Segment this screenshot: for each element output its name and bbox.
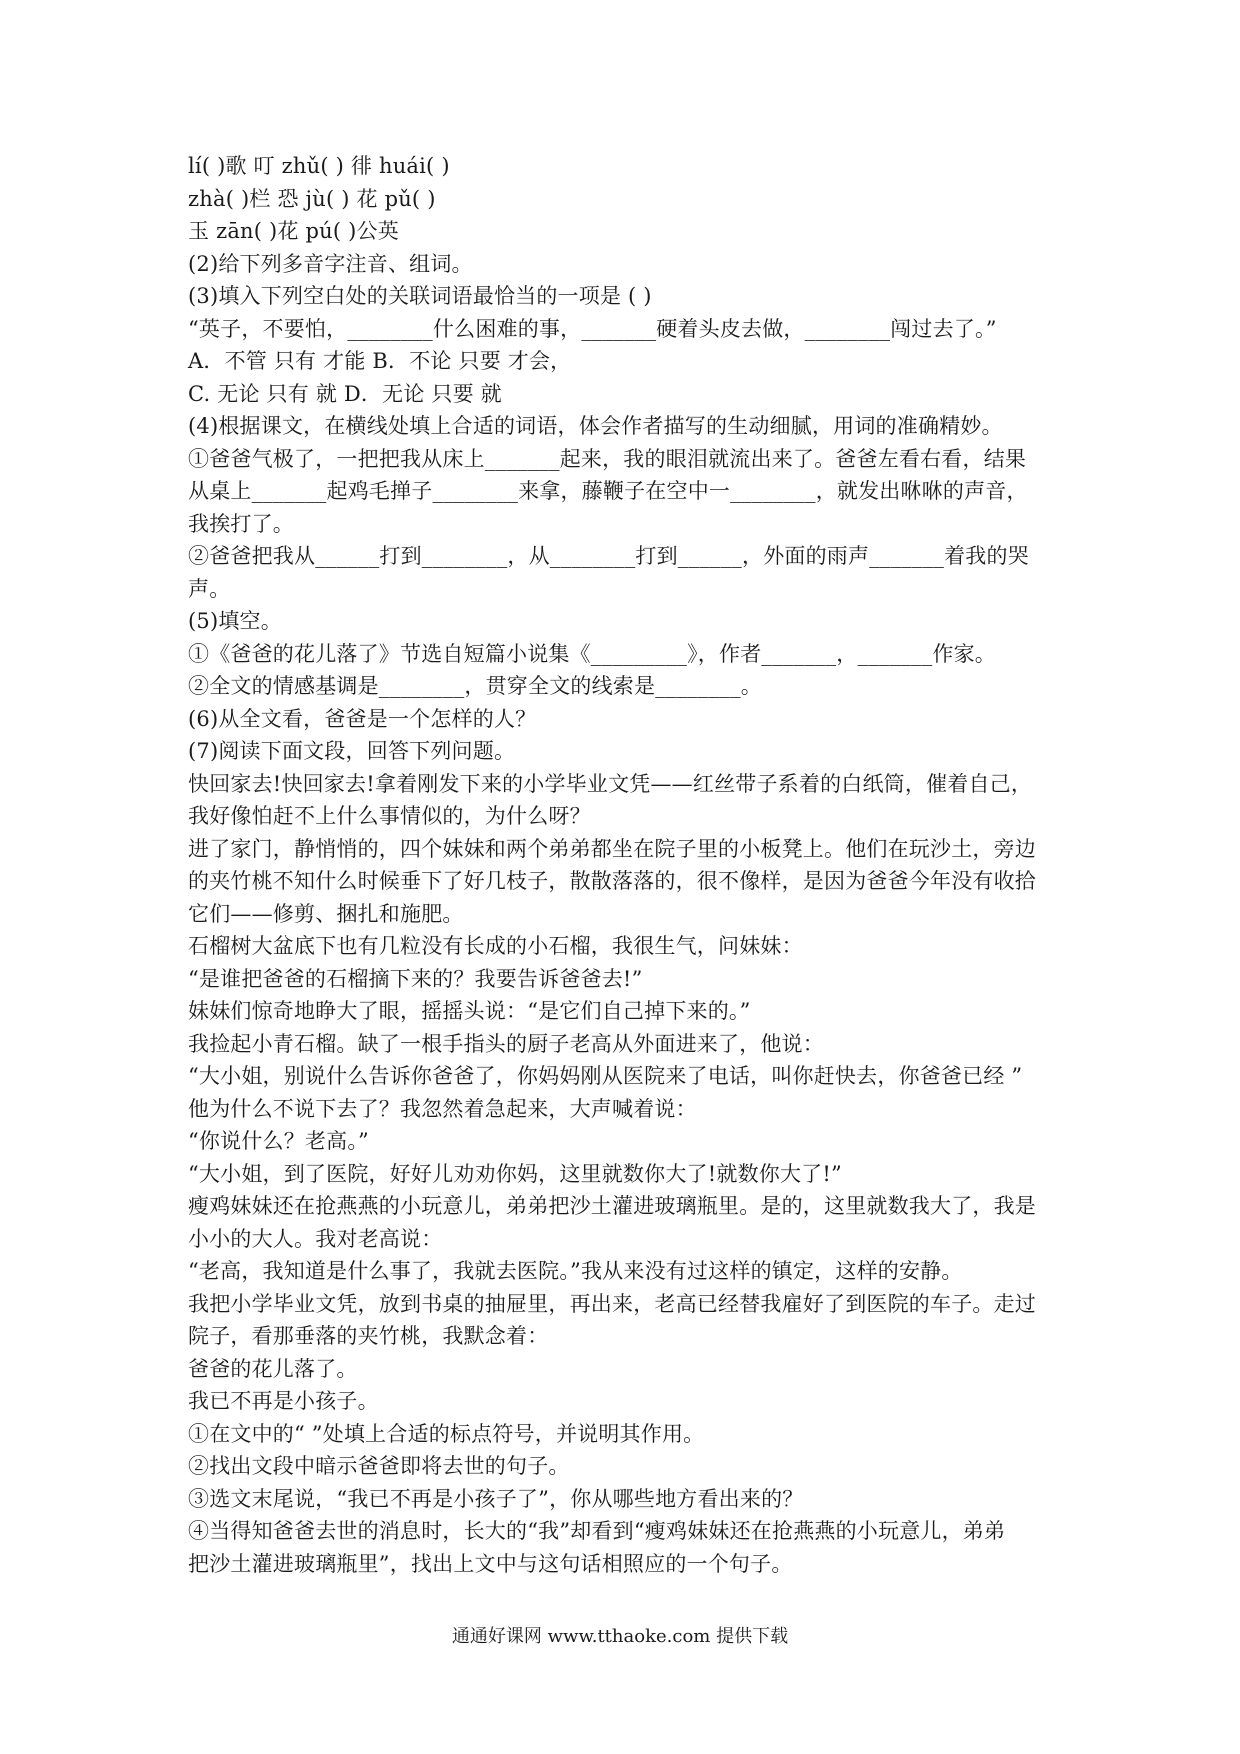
text-line: 妹妹们惊奇地睁大了眼，摇摇头说：“是它们自己掉下来的。” bbox=[188, 999, 751, 1023]
text-line: (4)根据课文，在横线处填上合适的词语，体会作者描写的生动细腻，用词的准确精妙。 bbox=[188, 414, 1003, 438]
text-line: 声。 bbox=[188, 576, 231, 601]
text-line: 它们——修剪、捆扎和施肥。 bbox=[188, 901, 464, 926]
text-line: 院子，看那垂落的夹竹桃，我默念着： bbox=[188, 1324, 549, 1348]
text-line: 我已不再是小孩子。 bbox=[188, 1389, 379, 1413]
text-line: ②全文的情感基调是________，贯穿全文的线索是________。 bbox=[188, 674, 762, 698]
text-line: ①在文中的“ ”处填上合适的标点符号，并说明其作用。 bbox=[188, 1421, 705, 1446]
text-line: 我好像怕赶不上什么事情似的，为什么呀？ bbox=[188, 804, 591, 828]
document-body bbox=[188, 150, 1068, 1580]
text-line: 把沙土灌进玻璃瓶里”，找出上文中与这句话相照应的一个句子。 bbox=[188, 1551, 793, 1576]
text-line: ②爸爸把我从______打到________，从________打到______，外面的雨声_______着我的哭 bbox=[188, 544, 1029, 568]
text-line: “英子，不要怕，________什么困难的事，_______硬着头皮去做，________闯过去了。” bbox=[188, 316, 997, 341]
text-line: 的夹竹桃不知什么时候垂下了好几枝子，散散落落的，很不像样，是因为爸爸今年没有收拾 bbox=[188, 869, 1036, 893]
text-line: 我捡起小青石榴。缺了一根手指头的厨子老高从外面进来了，他说： bbox=[188, 1031, 824, 1056]
text-line: A．不管 只有 才能 B．不论 只要 才会， bbox=[188, 349, 572, 373]
text-line: “大小姐，别说什么告诉你爸爸了，你妈妈刚从医院来了电话，叫你赶快去，你爸爸已经 ” bbox=[188, 1064, 1023, 1088]
text-line: ④当得知爸爸去世的消息时，长大的“我”却看到“瘦鸡妹妹还在抢燕燕的小玩意儿，弟弟 bbox=[188, 1519, 1006, 1543]
text-line: “老高，我知道是什么事了，我就去医院。”我从来没有过这样的镇定，这样的安静。 bbox=[188, 1259, 963, 1283]
text-line: ①爸爸气极了，一把把我从床上_______起来，我的眼泪就流出来了。爸爸左看右看，结果 bbox=[188, 446, 1027, 471]
text-line: 从桌上_______起鸡毛掸子________来拿，藤鞭子在空中一________，就发出咻咻的声音， bbox=[188, 479, 1028, 503]
text-line: C. 无论 只有 就 D．无论 只要 就 bbox=[188, 381, 502, 406]
text-line: 进了家门，静悄悄的，四个妹妹和两个弟弟都坐在院子里的小板凳上。他们在玩沙土，旁边 bbox=[188, 836, 1036, 861]
text-line: (3)填入下列空白处的关联词语最恰当的一项是 ( ) bbox=[188, 284, 652, 308]
text-line: 我把小学毕业文凭，放到书桌的抽屉里，再出来，老高已经替我雇好了到医院的车子。走过 bbox=[188, 1291, 1036, 1316]
text-line: ①《爸爸的花儿落了》节选自短篇小说集《_________》，作者_______，_______作家。 bbox=[188, 641, 996, 666]
text-line: “大小姐，到了医院，好好儿劝劝你妈，这里就数你大了!就数你大了!” bbox=[188, 1161, 842, 1186]
text-line: ③选文末尾说，“我已不再是小孩子了”，你从哪些地方看出来的？ bbox=[188, 1486, 804, 1511]
text-line: 小小的大人。我对老高说： bbox=[188, 1226, 443, 1251]
text-line: 快回家去!快回家去!拿着刚发下来的小学毕业文凭——红丝带子系着的白纸筒，催着自己， bbox=[188, 771, 1033, 796]
text-line: (2)给下列多音字注音、组词。 bbox=[188, 251, 473, 276]
text-line: 石榴树大盆底下也有几粒没有长成的小石榴，我很生气，问妹妹： bbox=[188, 934, 803, 958]
text-line: 他为什么不说下去了？我忽然着急起来，大声喊着说： bbox=[188, 1096, 697, 1121]
text-line: ②找出文段中暗示爸爸即将去世的句子。 bbox=[188, 1454, 570, 1478]
text-line: 爸爸的花儿落了。 bbox=[188, 1356, 358, 1381]
text-line: (5)填空。 bbox=[188, 609, 282, 633]
text-line: (7)阅读下面文段，回答下列问题。 bbox=[188, 739, 516, 763]
text-line: “是谁把爸爸的石榴摘下来的？我要告诉爸爸去!” bbox=[188, 966, 643, 991]
text-line: 瘦鸡妹妹还在抢燕燕的小玩意儿，弟弟把沙土灌进玻璃瓶里。是的，这里就数我大了，我是 bbox=[188, 1194, 1036, 1218]
page-footer: 通通好课网 www.tthaoke.com 提供下载 bbox=[451, 1626, 789, 1647]
text-line: zhà( )栏 恐 jù( ) 花 pǔ( ) bbox=[188, 186, 436, 211]
text-line: lí( )歌 叮 zhǔ( ) 徘 huái( ) bbox=[188, 154, 450, 178]
text-line: (6)从全文看，爸爸是一个怎样的人？ bbox=[188, 706, 537, 731]
text-line: 玉 zān( )花 pú( )公英 bbox=[188, 219, 399, 243]
text-line: “你说什么？老高。” bbox=[188, 1129, 369, 1153]
text-line: 我挨打了。 bbox=[188, 511, 294, 536]
